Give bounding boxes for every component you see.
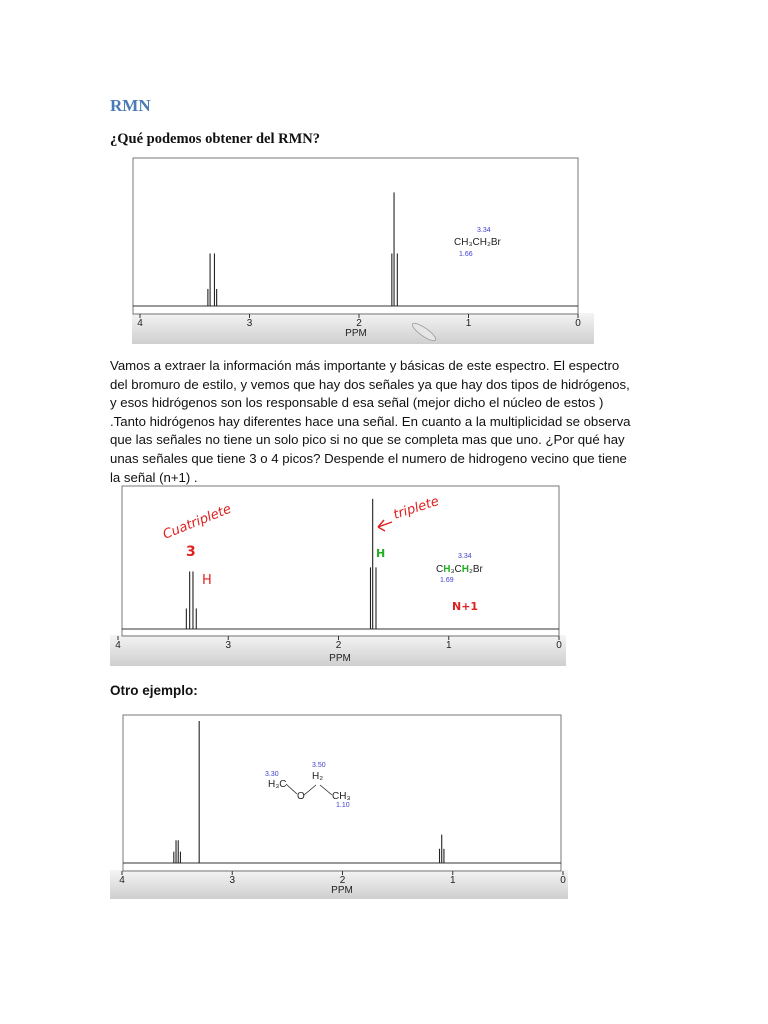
annotation-triplete: triplete xyxy=(391,494,441,523)
label-h2: H₂ xyxy=(312,771,324,782)
explanation-paragraph: Vamos a extraer la información más importante y básicas de este espectro. El espectro del bromuro de estilo, y vemos que hay dos señales ya que hay dos tipos de hidrógenos, y esos hidrógenos son los responsable d esa señal (mejor dicho el núcleo de estos ) .Tanto hidrógenos hay diferentes hace una señal. En cuanto a la multiplicidad se observa que las señales no tiene un solo pico si no que se completa mas que uno. ¿Por qué hay unas señales que tiene 3 o 4 picos? Despende el numero de hidrogeno vecino que tiene la señal (n+1) . xyxy=(110,358,631,485)
x-axis-title: PPM xyxy=(329,653,351,664)
peak-group xyxy=(208,192,397,306)
label-ch3: CH₃ xyxy=(332,791,351,802)
shift-label-ch2: 3.34 xyxy=(458,553,472,560)
shift-label-ch3: 1.66 xyxy=(459,251,473,258)
tick-label: 4 xyxy=(119,875,125,886)
shift-label-c: 1.10 xyxy=(336,802,350,809)
annotation-cuatriplete: Cuatriplete xyxy=(160,501,234,543)
molecule-formula: CH₃CH₂Br xyxy=(436,564,483,575)
annotation-h-left: H xyxy=(202,573,212,588)
tick-label: 2 xyxy=(339,875,346,886)
shift-label-ch2: 3.34 xyxy=(477,227,491,234)
tick-label: 4 xyxy=(115,640,121,651)
tick-label: 3 xyxy=(225,640,232,651)
arrow-icon xyxy=(378,520,392,531)
tick-label: 1 xyxy=(465,318,472,329)
shift-label-ch3: 1.69 xyxy=(440,577,454,584)
tick-label: 2 xyxy=(356,318,362,329)
label-h3c: H₃C xyxy=(268,779,287,790)
nmr-spectrum-3 xyxy=(110,713,568,899)
x-axis-title: PPM xyxy=(345,328,367,339)
section-heading: RMN xyxy=(110,96,151,115)
plot-frame xyxy=(133,158,578,314)
label-o: O xyxy=(297,791,305,802)
ether-structure xyxy=(265,762,351,809)
nmr-spectrum-2 xyxy=(110,484,566,666)
plot-frame xyxy=(122,486,559,636)
molecule-formula: CH₃CH₂Br xyxy=(454,237,501,248)
shift-label-a: 3.30 xyxy=(265,771,279,778)
peak-group xyxy=(174,721,444,863)
annotation-number: 3 xyxy=(186,544,196,560)
tick-label: 0 xyxy=(556,640,562,651)
annotation-h-right: H xyxy=(376,547,386,560)
tick-label: 0 xyxy=(560,875,566,886)
question-heading: ¿Qué podemos obtener del RMN? xyxy=(110,131,320,147)
nmr-spectrum-1 xyxy=(132,156,594,344)
tick-label: 3 xyxy=(246,318,253,329)
tick-label: 1 xyxy=(449,875,456,886)
x-axis-title: PPM xyxy=(331,885,353,896)
annotation-n-plus-1: N+1 xyxy=(452,600,479,613)
tick-label: 1 xyxy=(445,640,452,651)
tick-label: 3 xyxy=(229,875,236,886)
tick-label: 4 xyxy=(137,318,143,329)
other-example-heading: Otro ejemplo: xyxy=(110,683,198,698)
tick-label: 2 xyxy=(335,640,342,651)
shift-label-b: 3.50 xyxy=(312,762,326,769)
tick-label: 0 xyxy=(575,318,581,329)
